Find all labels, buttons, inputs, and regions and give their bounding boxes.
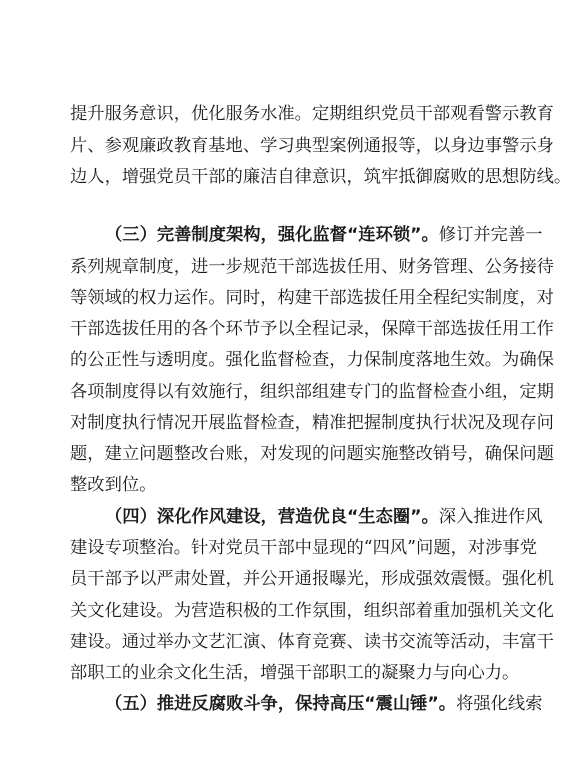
section5-first-line [70, 690, 543, 718]
section3-heading: （三）完善制度架构，强化监督“连环锁”。 [105, 225, 439, 245]
para1-line-3: 边人，增强党员干部的廉洁自律意识，筑牢抵御腐败的思想防线。 [70, 167, 572, 187]
section4-first-line [70, 503, 543, 531]
para1-line-2: 片、参观廉政教育基地、学习典型案例通报等，以身边事警示身 [70, 136, 554, 156]
section3-line-7: 对制度执行情况开展监督检查，精准把握制度执行状况及现存问 [70, 413, 554, 433]
section3-line-8: 题，建立问题整改台账，对发现的问题实施整改销号，确保问题 [70, 444, 554, 464]
section4-line-3: 员干部予以严肃处置，并公开通报曝光，形成强效震慑。强化机 [70, 569, 554, 589]
section5-first-line-rest: 将强化线索 [456, 694, 543, 714]
section3-line-3: 等领域的权力运作。同时，构建干部选拔任用全程纪实制度，对 [70, 288, 554, 308]
section3-first-line-rest: 修订并完善一 [438, 225, 543, 245]
para1-line-1: 提升服务意识，优化服务水准。定期组织党员干部观看警示教育 [70, 104, 554, 124]
section4-line-5: 建设。通过举办文艺汇演、体育竞赛、读书交流等活动，丰富干 [70, 632, 554, 652]
section4-heading: （四）深化作风建设，营造优良“生态圈”。 [105, 507, 439, 527]
section5-heading: （五）推进反腐败斗争，保持高压“震山锤”。 [105, 694, 457, 714]
section3-first-line [70, 221, 543, 249]
section4-line-6: 部职工的业余文化生活，增强干部职工的凝聚力与向心力。 [70, 663, 520, 683]
section4-first-line-rest: 深入推进作风 [438, 507, 543, 527]
section3-line-4: 干部选拔任用的各个环节予以全程记录，保障干部选拔任用工作 [70, 319, 554, 339]
section3-line-2: 系列规章制度，进一步规范干部选拔任用、财务管理、公务接待 [70, 257, 554, 277]
section4-line-4: 关文化建设。为营造积极的工作氛围，组织部着重加强机关文化 [70, 601, 554, 621]
section4-line-2: 建设专项整治。针对党员干部中显现的“四风”问题，对涉事党 [70, 538, 537, 558]
section3-line-6: 各项制度得以有效施行，组织部组建专门的监督检查小组，定期 [70, 382, 554, 402]
section3-line-9: 整改到位。 [70, 475, 157, 495]
section3-line-5: 的公正性与透明度。强化监督检查，力保制度落地生效。为确保 [70, 350, 554, 370]
